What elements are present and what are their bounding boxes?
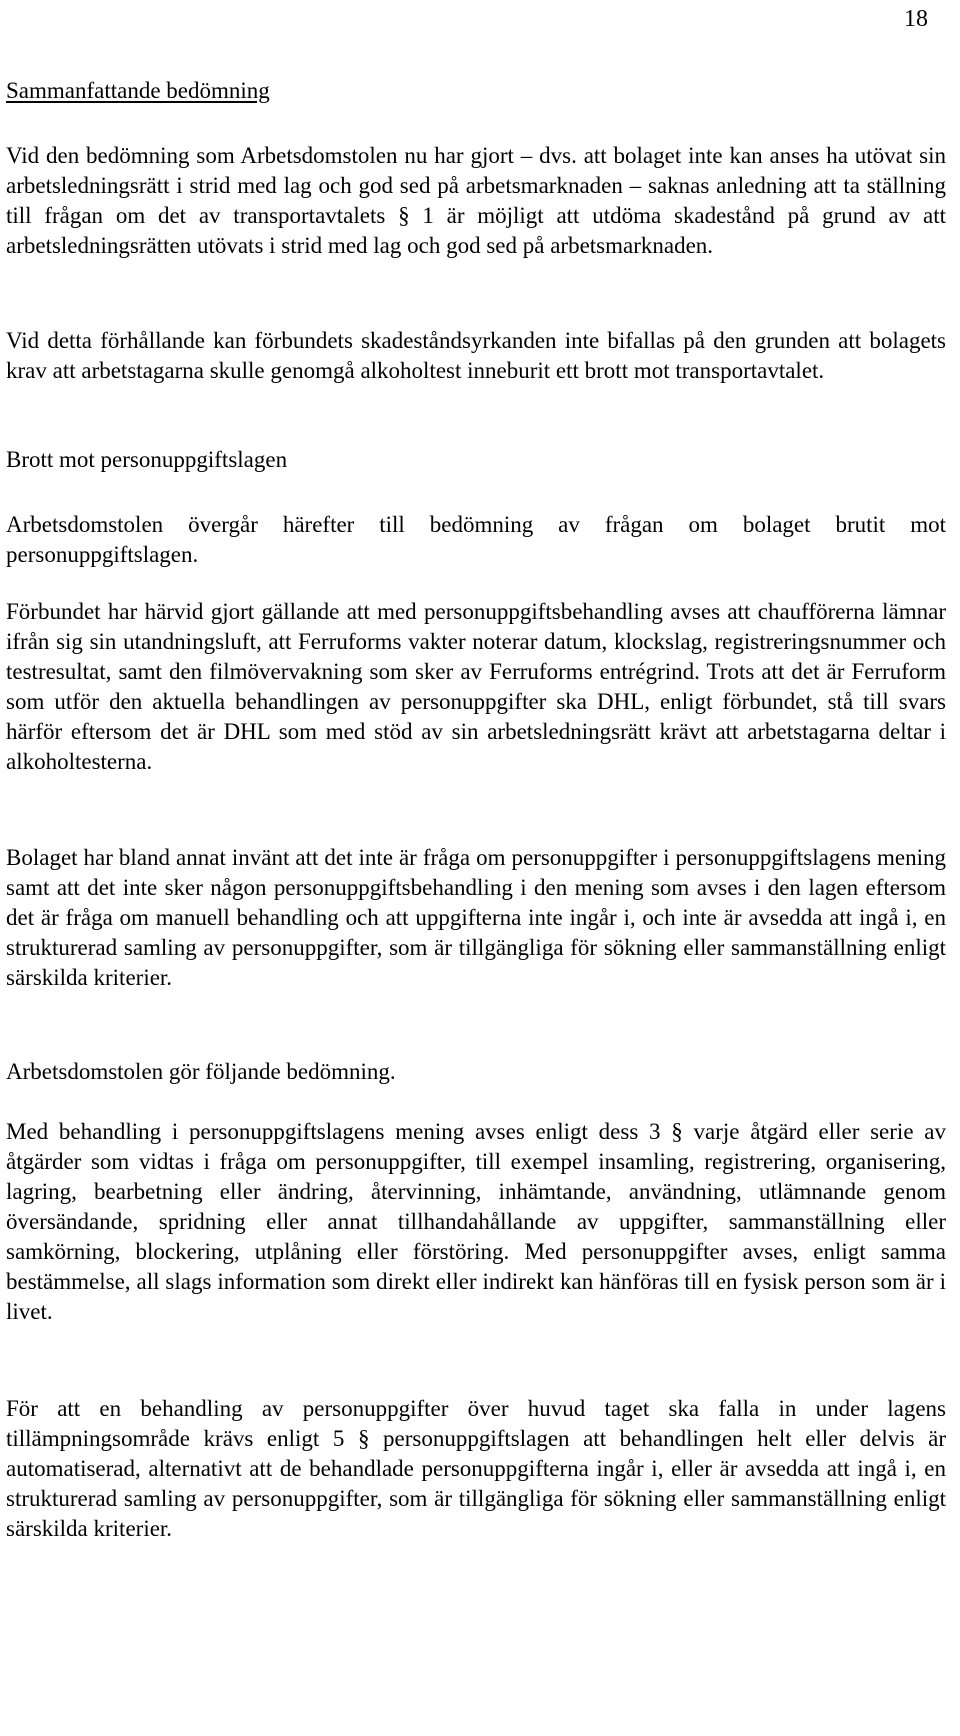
section-heading-personal-data-act: Brott mot personuppgiftslagen [6, 447, 288, 472]
paragraph-summary-1: Vid den bedömning som Arbetsdomstolen nu har gjort – dvs. att bolaget inte kan anses ha utövat sin arbetsledningsrätt i strid med lag och god sed på arbetsmarknaden – saknas anledning att ta ställning till frågan om det av transportavtalets § 1 är möjligt att utdöma skadestånd på grund av att arbetsledningsrätten utövats i strid med lag och god sed på arbetsmarknaden. [6, 143, 946, 258]
paragraph-personal-data-2: Förbundet har härvid gjort gällande att med personuppgiftsbehandling avses att chaufförerna lämnar ifrån sig sin utandningsluft, att Ferruforms vakter noterar datum, klockslag, registreringsnummer och testresultat, samt den filmövervakning som sker av Ferruforms entrégrind. Trots att det är Ferruform som utför den aktuella behandlingen av personuppgifter ska DHL, enligt förbundet, stå till svars härför eftersom det är DHL som med stöd av sin arbetsledningsrätt krävt att arbetstagarna deltar i alkoholtesterna. [6, 599, 946, 774]
paragraph-personal-data-4: Arbetsdomstolen gör följande bedömning. [6, 1059, 396, 1084]
paragraph-personal-data-6: För att en behandling av personuppgifter över huvud taget ska falla in under lagens tillämpningsområde krävs enligt 5 § personuppgiftslagen att behandlingen helt eller delvis är automatiserad, alternativt att de behandlade personuppgifterna ingår i, eller är avsedda att ingå i, en strukturerad samling av personuppgifter, som är tillgängliga för sökning eller sammanställning enligt särskilda kriterier. [6, 1396, 946, 1541]
section-heading-summary: Sammanfattande bedömning [6, 78, 270, 103]
page-number: 18 [904, 6, 928, 32]
paragraph-personal-data-3: Bolaget har bland annat invänt att det inte är fråga om personuppgifter i personuppgiftslagens mening samt att det inte sker någon personuppgiftsbehandling i den mening som avses i den lagen eftersom det är fråga om manuell behandling och att uppgifterna inte ingår i, och inte är avsedda att ingå i, en strukturerad samling av personuppgifter, som är tillgängliga för sökning eller sammanställning enligt särskilda kriterier. [6, 845, 946, 990]
paragraph-summary-2: Vid detta förhållande kan förbundets skadeståndsyrkanden inte bifallas på den grunden att bolagets krav att arbetstagarna skulle genomgå alkoholtest inneburit ett brott mot transportavtalet. [6, 328, 946, 383]
paragraph-personal-data-1: Arbetsdomstolen övergår härefter till bedömning av frågan om bolaget brutit mot personuppgiftslagen. [6, 512, 946, 567]
paragraph-personal-data-5: Med behandling i personuppgiftslagens mening avses enligt dess 3 § varje åtgärd eller serie av åtgärder som vidtas i fråga om personuppgifter, till exempel insamling, registrering, organisering, lagring, bearbetning eller ändring, återvinning, inhämtande, användning, utlämnande genom översändande, spridning eller annat tillhandahållande av uppgifter, sammanställning eller samkörning, blockering, utplåning eller förstöring. Med personuppgifter avses, enligt samma bestämmelse, all slags information som direkt eller indirekt kan hänföras till en fysisk person som är i livet. [6, 1119, 946, 1324]
